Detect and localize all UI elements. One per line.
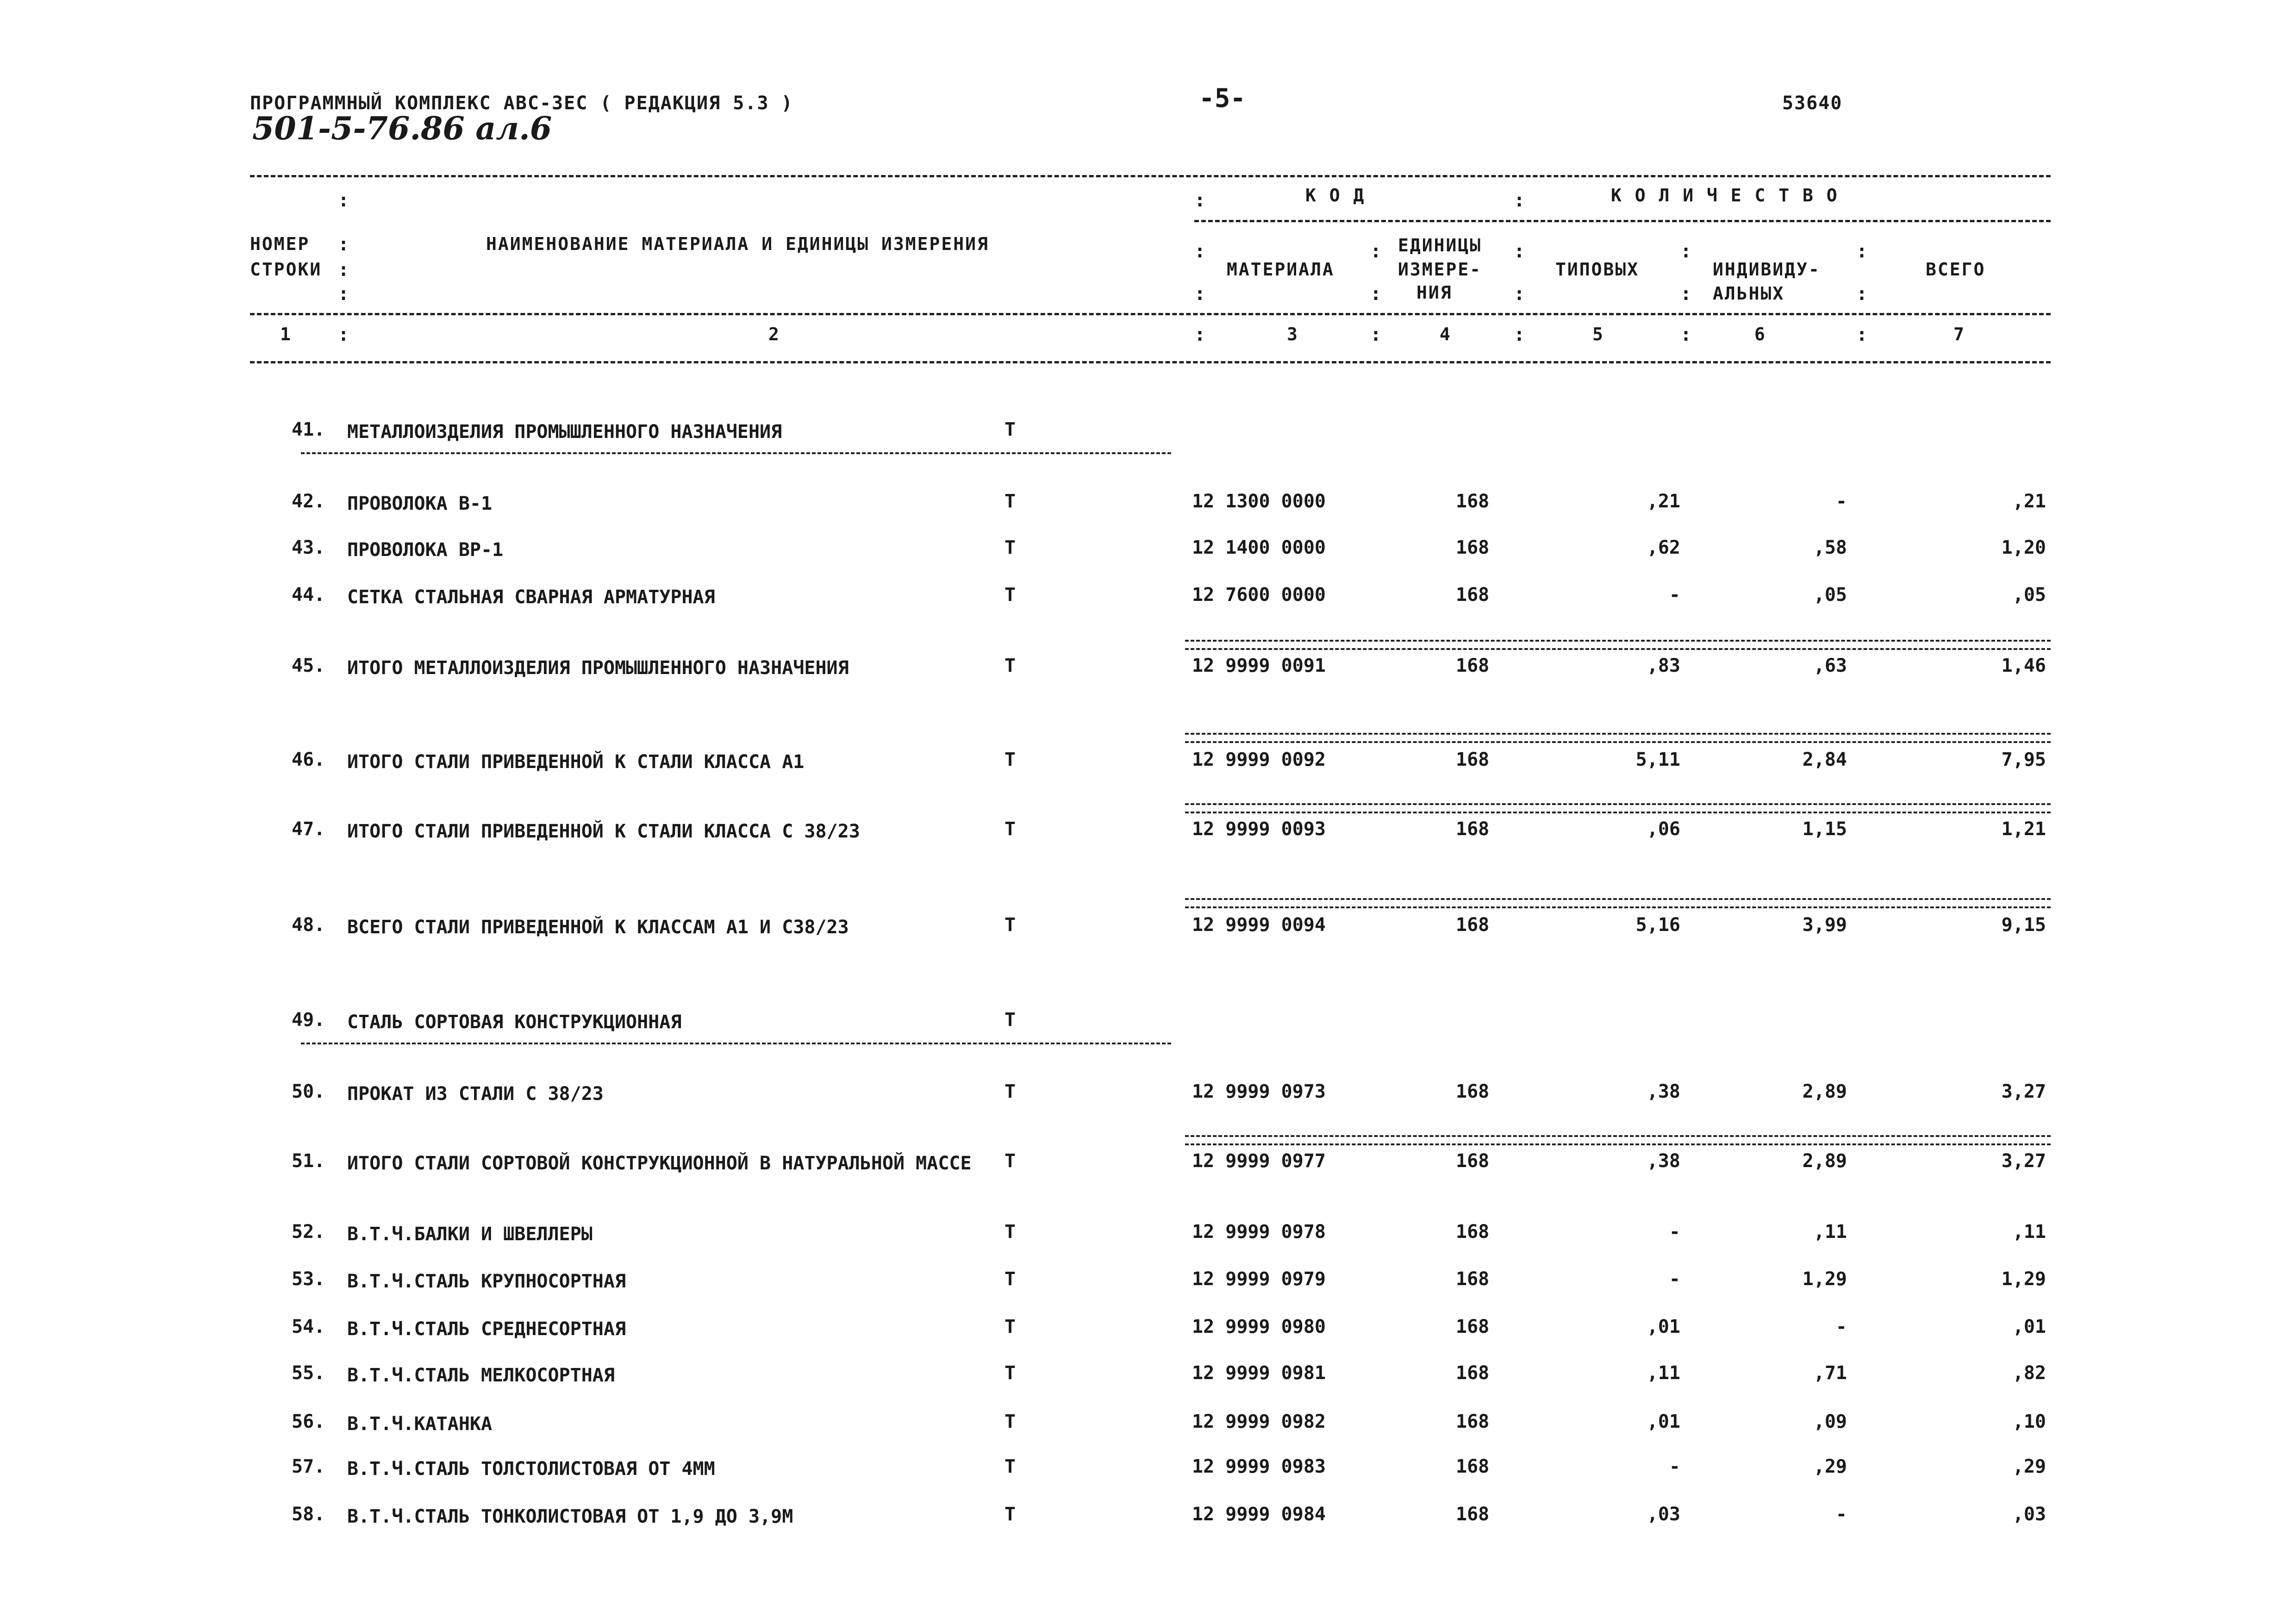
material-name: ПРОВОЛОКА ВР-1 [347, 539, 504, 561]
qty-typical: - [1669, 1221, 1680, 1243]
qty-total: 3,27 [2001, 1081, 2046, 1102]
unit-code: 168 [1456, 491, 1490, 512]
qty-total: ,10 [2012, 1411, 2046, 1432]
total-double-rule [1185, 733, 2051, 743]
col-divider: : [1856, 241, 1868, 262]
unit-letter: Т [1004, 1316, 1016, 1337]
row-number: 49. [292, 1009, 325, 1031]
qty-individual: 1,15 [1802, 818, 1847, 840]
header-individual-2: АЛЬНЫХ [1713, 283, 1785, 304]
col-divider: : [338, 324, 349, 345]
unit-letter: Т [1004, 749, 1016, 770]
unit-letter: Т [1004, 584, 1016, 606]
header-quantity: К О Л И Ч Е С Т В О [1611, 185, 1839, 206]
qty-typical: - [1669, 584, 1680, 606]
header-top-rule [250, 175, 2051, 177]
material-code: 12 9999 0982 [1192, 1411, 1326, 1432]
qty-typical: ,01 [1647, 1411, 1680, 1432]
material-code: 12 1300 0000 [1192, 491, 1326, 512]
qty-individual: - [1835, 1504, 1847, 1525]
row-number: 48. [292, 914, 325, 936]
qty-individual: ,05 [1813, 584, 1847, 606]
row-number: 55. [292, 1362, 325, 1384]
material-code: 12 9999 0973 [1192, 1081, 1326, 1102]
header-total: ВСЕГО [1926, 259, 1986, 280]
qty-total: 1,21 [2001, 818, 2046, 840]
material-code: 12 7600 0000 [1192, 584, 1326, 606]
col-divider: : [1680, 324, 1692, 345]
qty-typical: ,21 [1647, 491, 1680, 512]
qty-individual: - [1835, 1316, 1847, 1337]
unit-letter: Т [1004, 1150, 1016, 1172]
row-number: 53. [292, 1268, 325, 1290]
qty-total: 9,15 [2001, 914, 2046, 936]
qty-typical: ,83 [1647, 655, 1680, 676]
row-number: 50. [292, 1081, 325, 1102]
section-underline [301, 1043, 1171, 1044]
qty-individual: 3,99 [1802, 914, 1847, 936]
unit-letter: Т [1004, 1081, 1016, 1102]
qty-typical: ,62 [1647, 537, 1680, 558]
material-code: 12 9999 0983 [1192, 1456, 1326, 1477]
material-code: 12 9999 0093 [1192, 818, 1326, 840]
qty-individual: 2,84 [1802, 749, 1847, 770]
unit-code: 168 [1456, 1316, 1490, 1337]
unit-letter: Т [1004, 1362, 1016, 1384]
qty-individual: ,09 [1813, 1411, 1847, 1432]
qty-typical: 5,11 [1635, 749, 1680, 770]
material-code: 12 9999 0091 [1192, 655, 1326, 676]
col-number-6: 6 [1754, 324, 1766, 344]
material-name: СЕТКА СТАЛЬНАЯ СВАРНАЯ АРМАТУРНАЯ [347, 587, 715, 608]
material-code: 12 9999 0979 [1192, 1268, 1326, 1290]
unit-code: 168 [1456, 584, 1490, 606]
col-divider: : [338, 234, 349, 255]
qty-typical: ,38 [1647, 1081, 1680, 1102]
col-divider: : [1370, 324, 1382, 345]
material-code: 12 9999 0978 [1192, 1221, 1326, 1243]
qty-individual: - [1835, 491, 1847, 512]
qty-total: 1,20 [2001, 537, 2046, 558]
row-number: 56. [292, 1411, 325, 1432]
header-mid-rule [1194, 220, 2051, 222]
material-name: ВСЕГО СТАЛИ ПРИВЕДЕННОЙ К КЛАССАМ А1 И С38/23 [347, 917, 849, 938]
row-number: 58. [292, 1504, 325, 1525]
material-code: 12 9999 0977 [1192, 1150, 1326, 1172]
col-divider: : [1370, 283, 1382, 305]
document-number: 53640 [1782, 93, 1843, 114]
unit-code: 168 [1456, 1456, 1490, 1477]
material-name: ИТОГО СТАЛИ СОРТОВОЙ КОНСТРУКЦИОННОЙ В НАТУРАЛЬНОЙ МАССЕ [347, 1153, 972, 1174]
program-title: ПРОГРАММНЫЙ КОМПЛЕКС АВС-3ЕС ( РЕДАКЦИЯ 5.3 ) [250, 93, 793, 114]
section-underline [301, 452, 1171, 454]
unit-letter: Т [1004, 818, 1016, 840]
row-number: 51. [292, 1150, 325, 1172]
total-double-rule [1185, 803, 2051, 813]
col-number-1: 1 [280, 324, 292, 344]
qty-total: 1,46 [2001, 655, 2046, 676]
material-name: ИТОГО МЕТАЛЛОИЗДЕЛИЯ ПРОМЫШЛЕННОГО НАЗНАЧЕНИЯ [347, 657, 849, 679]
handwritten-designation: 501-5-76.86 ал.6 [252, 110, 552, 147]
material-code: 12 9999 0094 [1192, 914, 1326, 936]
qty-total: 1,29 [2001, 1268, 2046, 1290]
material-name: ИТОГО СТАЛИ ПРИВЕДЕННОЙ К СТАЛИ КЛАССА С 38/23 [347, 821, 860, 842]
qty-individual: ,58 [1813, 537, 1847, 558]
header-name: НАИМЕНОВАНИЕ МАТЕРИАЛА И ЕДИНИЦЫ ИЗМЕРЕНИЯ [486, 234, 989, 254]
qty-total: 7,95 [2001, 749, 2046, 770]
col-divider: : [1680, 283, 1692, 305]
header-unit-2: ИЗМЕРЕ- [1398, 259, 1482, 280]
material-name: В.Т.Ч.КАТАНКА [347, 1413, 493, 1435]
row-number: 46. [292, 749, 325, 770]
col-divider: : [1514, 241, 1525, 262]
col-divider: : [338, 283, 349, 305]
material-name: В.Т.Ч.СТАЛЬ СРЕДНЕСОРТНАЯ [347, 1318, 626, 1340]
qty-individual: 1,29 [1802, 1268, 1847, 1290]
qty-individual: ,63 [1813, 655, 1847, 676]
qty-typical: ,38 [1647, 1150, 1680, 1172]
material-name: СТАЛЬ СОРТОВАЯ КОНСТРУКЦИОННАЯ [347, 1012, 682, 1033]
qty-total: ,29 [2012, 1456, 2046, 1477]
unit-code: 168 [1456, 537, 1490, 558]
col-divider: : [1194, 241, 1206, 262]
qty-typical: 5,16 [1635, 914, 1680, 936]
material-name: МЕТАЛЛОИЗДЕЛИЯ ПРОМЫШЛЕННОГО НАЗНАЧЕНИЯ [347, 421, 782, 443]
col-divider: : [1514, 190, 1525, 211]
unit-letter: Т [1004, 914, 1016, 936]
qty-total: ,01 [2012, 1316, 2046, 1337]
qty-total: ,03 [2012, 1504, 2046, 1525]
material-name: В.Т.Ч.СТАЛЬ КРУПНОСОРТНАЯ [347, 1271, 626, 1292]
header-row-no-1: НОМЕР [250, 234, 310, 254]
col-divider: : [1856, 283, 1868, 305]
unit-code: 168 [1456, 914, 1490, 936]
material-code: 12 9999 0984 [1192, 1504, 1326, 1525]
qty-typical: ,11 [1647, 1362, 1680, 1384]
qty-typical: - [1669, 1268, 1680, 1290]
unit-letter: Т [1004, 537, 1016, 558]
qty-total: ,21 [2012, 491, 2046, 512]
unit-letter: Т [1004, 419, 1016, 440]
col-divider: : [1680, 241, 1692, 262]
col-divider: : [338, 190, 349, 211]
row-number: 43. [292, 537, 325, 558]
qty-typical: - [1669, 1456, 1680, 1477]
total-double-rule [1185, 898, 2051, 908]
total-double-rule [1185, 640, 2051, 650]
col-divider: : [1194, 190, 1206, 211]
header-individual-1: ИНДИВИДУ- [1713, 259, 1821, 280]
qty-typical: ,06 [1647, 818, 1680, 840]
material-name: В.Т.Ч.БАЛКИ И ШВЕЛЛЕРЫ [347, 1224, 593, 1245]
col-number-4: 4 [1440, 324, 1452, 344]
unit-code: 168 [1456, 1411, 1490, 1432]
unit-code: 168 [1456, 1504, 1490, 1525]
material-code: 12 1400 0000 [1192, 537, 1326, 558]
col-number-7: 7 [1953, 324, 1965, 344]
qty-individual: 2,89 [1802, 1081, 1847, 1102]
unit-letter: Т [1004, 1268, 1016, 1290]
unit-code: 168 [1456, 655, 1490, 676]
material-name: В.Т.Ч.СТАЛЬ ТОЛСТОЛИСТОВАЯ ОТ 4ММ [347, 1458, 715, 1480]
qty-total: ,05 [2012, 584, 2046, 606]
unit-code: 168 [1456, 818, 1490, 840]
header-row-no-2: СТРОКИ [250, 259, 322, 280]
header-material: МАТЕРИАЛА [1227, 259, 1335, 280]
header-unit-1: ЕДИНИЦЫ [1398, 235, 1482, 256]
material-code: 12 9999 0981 [1192, 1362, 1326, 1384]
col-divider: : [338, 259, 349, 281]
unit-code: 168 [1456, 1221, 1490, 1243]
row-number: 47. [292, 818, 325, 840]
row-number: 57. [292, 1456, 325, 1477]
header-bottom-rule [250, 313, 2051, 315]
row-number: 42. [292, 491, 325, 512]
qty-total: 3,27 [2001, 1150, 2046, 1172]
unit-code: 168 [1456, 749, 1490, 770]
col-divider: : [1514, 283, 1525, 305]
row-number: 45. [292, 655, 325, 676]
material-name: ИТОГО СТАЛИ ПРИВЕДЕННОЙ К СТАЛИ КЛАССА А1 [347, 751, 805, 773]
qty-individual: ,29 [1813, 1456, 1847, 1477]
col-number-5: 5 [1592, 324, 1604, 344]
col-divider: : [1856, 324, 1868, 345]
row-number: 41. [292, 419, 325, 440]
unit-letter: Т [1004, 1456, 1016, 1477]
material-code: 12 9999 0980 [1192, 1316, 1326, 1337]
unit-letter: Т [1004, 1504, 1016, 1525]
row-number: 44. [292, 584, 325, 606]
unit-code: 168 [1456, 1081, 1490, 1102]
material-name: ПРОКАТ ИЗ СТАЛИ С 38/23 [347, 1083, 604, 1105]
material-name: ПРОВОЛОКА В-1 [347, 493, 493, 514]
unit-letter: Т [1004, 1009, 1016, 1031]
qty-individual: ,71 [1813, 1362, 1847, 1384]
total-double-rule [1185, 1135, 2051, 1145]
material-name: В.Т.Ч.СТАЛЬ ТОНКОЛИСТОВАЯ ОТ 1,9 ДО 3,9М [347, 1506, 793, 1527]
col-number-3: 3 [1287, 324, 1299, 344]
material-name: В.Т.Ч.СТАЛЬ МЕЛКОСОРТНАЯ [347, 1365, 615, 1386]
row-number: 54. [292, 1316, 325, 1337]
qty-individual: 2,89 [1802, 1150, 1847, 1172]
unit-code: 168 [1456, 1150, 1490, 1172]
qty-total: ,11 [2012, 1221, 2046, 1243]
qty-total: ,82 [2012, 1362, 2046, 1384]
qty-typical: ,01 [1647, 1316, 1680, 1337]
qty-individual: ,11 [1813, 1221, 1847, 1243]
unit-letter: Т [1004, 1411, 1016, 1432]
row-number: 52. [292, 1221, 325, 1243]
unit-letter: Т [1004, 1221, 1016, 1243]
header-end-rule [250, 361, 2051, 363]
header-typical: ТИПОВЫХ [1555, 259, 1640, 280]
qty-typical: ,03 [1647, 1504, 1680, 1525]
header-code: К О Д [1305, 185, 1366, 206]
unit-letter: Т [1004, 491, 1016, 512]
page-number: -5- [1199, 83, 1246, 113]
col-divider: : [1370, 241, 1382, 262]
col-number-2: 2 [768, 324, 780, 344]
col-divider: : [1194, 324, 1206, 345]
col-divider: : [1194, 283, 1206, 305]
material-code: 12 9999 0092 [1192, 749, 1326, 770]
unit-code: 168 [1456, 1268, 1490, 1290]
col-divider: : [1514, 324, 1525, 345]
unit-code: 168 [1456, 1362, 1490, 1384]
unit-letter: Т [1004, 655, 1016, 676]
header-unit-3: НИЯ [1416, 282, 1453, 303]
